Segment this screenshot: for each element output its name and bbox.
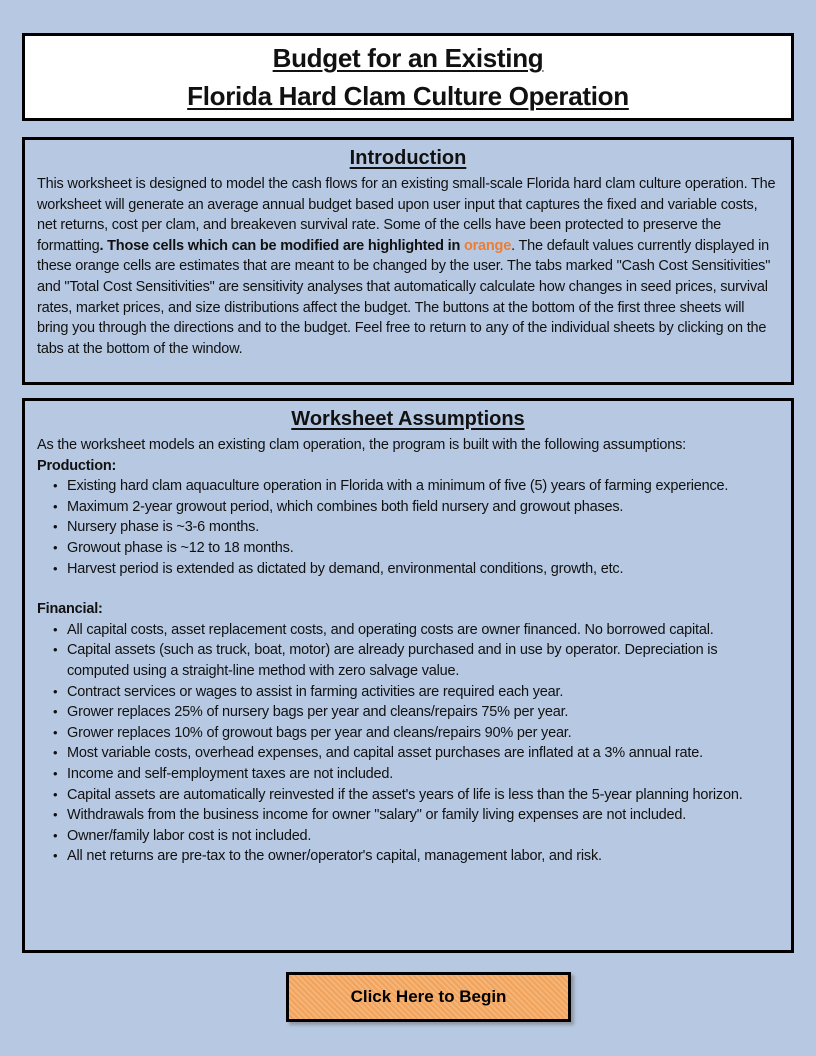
assumptions-heading [37, 406, 779, 433]
text-segment: orange [463, 237, 512, 254]
assumption-item: • Most variable costs, overhead expenses, and capital asset purchases are inflated at a 3% annual rate. [67, 743, 779, 764]
assumption-item: • Existing hard clam aquaculture operation in Florida with a minimum of five (5) years of farming experience. [67, 476, 779, 497]
assumption-item: • Owner/family labor cost is not included. [67, 826, 779, 847]
assumption-item: • All capital costs, asset replacement costs, and operating costs are owner financed. No borrowed capital. [67, 620, 779, 641]
assumption-item: • Grower replaces 10% of growout bags per year and cleans/repairs 90% per year. [67, 723, 779, 744]
introduction-heading [37, 145, 779, 172]
assumptions-intro: As the worksheet models an existing clam operation, the program is built with the following assumptions: [37, 437, 686, 453]
assumption-item: • Grower replaces 25% of nursery bags per year and cleans/repairs 75% per year. [67, 702, 779, 723]
page-title-line-1: Budget for an Existing [272, 43, 544, 73]
assumption-item: • Nursery phase is ~3-6 months. [67, 517, 779, 538]
production-label: Production: [37, 457, 117, 474]
assumption-item: • Withdrawals from the business income for owner "salary" or family living expenses are not included. [67, 805, 779, 826]
financial-list [37, 620, 779, 867]
production-list [37, 476, 779, 579]
assumptions-heading-text: Worksheet Assumptions [291, 408, 525, 430]
assumption-item: • Income and self-employment taxes are not included. [67, 764, 779, 785]
text-segment: This worksheet is designed to model the cash flows for an existing small-scale Florida hard clam culture operation. The worksheet will generate an average annual budget based upon user input that captures the fixed and variable costs, net returns, cost per clam, and breakeven survival rate. Some of the cells have been protected to preserve the formatting [37, 176, 776, 254]
assumption-item: • Maximum 2-year growout period, which combines both field nursery and growout phases. [67, 497, 779, 518]
introduction-heading-text: Introduction [349, 147, 467, 169]
assumption-item: • Contract services or wages to assist in farming activities are required each year. [67, 682, 779, 703]
page-title-line-2: Florida Hard Clam Culture Operation [187, 81, 629, 111]
text-segment: . The default values currently displayed in these orange cells are estimates that are meant to be changed by the user. The tabs marked "Cash Cost Sensitivities" and "Total Cost Sensitivities" are sensitivity analyses that automatically calculate how changes in seed prices, survival rates, market prices, and size distributions affect the budget. The buttons at the bottom of the first three sheets will bring you through the directions and to the budget. Feel free to return to any of the individual sheets by clicking on the tabs at the bottom of the window. [37, 237, 771, 357]
introduction-section [22, 137, 794, 385]
begin-button[interactable]: Click Here to Begin [286, 972, 571, 1022]
financial-label: Financial: [37, 601, 103, 618]
introduction-paragraph [37, 174, 779, 359]
assumption-item: • Capital assets (such as truck, boat, motor) are already purchased and in use by operator. Depreciation is computed using a straight-line method with zero salvage value. [67, 640, 779, 681]
assumption-item: • Harvest period is extended as dictated by demand, environmental conditions, growth, etc. [67, 559, 779, 580]
assumption-item: • All net returns are pre-tax to the owner/operator's capital, management labor, and risk. [67, 846, 779, 867]
assumptions-section [22, 398, 794, 953]
assumption-item: • Growout phase is ~12 to 18 months. [67, 538, 779, 559]
assumption-item: • Capital assets are automatically reinvested if the asset's years of life is less than the 5-year planning horizon. [67, 785, 779, 806]
title-box [22, 33, 794, 121]
text-segment: . Those cells which can be modified are highlighted in [99, 237, 464, 254]
